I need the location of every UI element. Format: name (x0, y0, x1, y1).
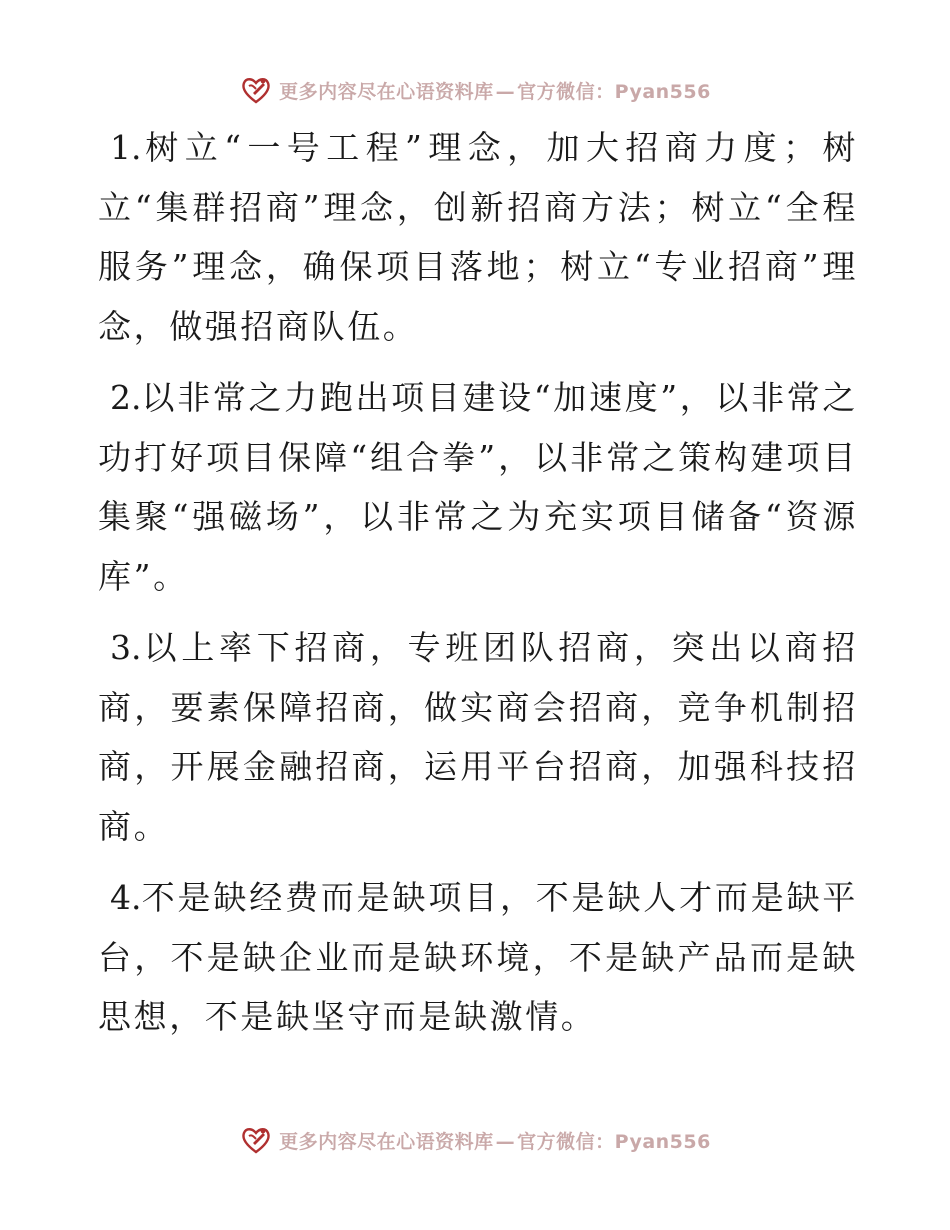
paragraph-1 (98, 118, 858, 356)
footer-banner-content (239, 1123, 711, 1157)
paragraph-number: 3. (110, 628, 142, 667)
paragraph-text: 以非常之力跑出项目建设“加速度”，以非常之功打好项目保障“组合拳”，以非常之策构建项目集聚“强磁场”，以非常之为充实项目储备“资源库”。 (98, 378, 858, 596)
footer-banner (0, 1120, 950, 1160)
banner-dash: — (495, 1130, 516, 1153)
heart-logo-icon (239, 1123, 273, 1157)
banner-wechat-id: Pyan556 (614, 80, 711, 103)
paragraph-2 (98, 368, 858, 606)
paragraph-4 (98, 868, 858, 1047)
footer-banner-text (279, 1127, 711, 1154)
banner-title: 更多内容尽在心语资料库 (279, 80, 494, 103)
banner-dash: — (495, 80, 516, 103)
document-body (98, 118, 858, 1059)
header-banner (0, 70, 950, 110)
paragraph-text: 不是缺经费而是缺项目，不是缺人才而是缺平台，不是缺企业而是缺环境，不是缺产品而是缺思想，不是缺坚守而是缺激情。 (98, 878, 858, 1036)
paragraph-number: 2. (110, 378, 142, 417)
header-banner-text (279, 77, 711, 104)
banner-title: 更多内容尽在心语资料库 (279, 1130, 494, 1153)
paragraph-text: 树立“一号工程”理念，加大招商力度；树立“集群招商”理念，创新招商方法；树立“全程服务”理念，确保项目落地；树立“专业招商”理念，做强招商队伍。 (98, 128, 858, 346)
heart-logo-icon (239, 73, 273, 107)
paragraph-text: 以上率下招商，专班团队招商，突出以商招商，要素保障招商，做实商会招商，竞争机制招商，开展金融招商，运用平台招商，加强科技招商。 (98, 628, 858, 846)
header-banner-content (239, 73, 711, 107)
paragraph-number: 4. (110, 878, 142, 917)
paragraph-number: 1. (110, 128, 142, 167)
banner-wechat-label: 官方微信： (517, 80, 615, 103)
banner-wechat-label: 官方微信： (517, 1130, 615, 1153)
banner-wechat-id: Pyan556 (614, 1130, 711, 1153)
paragraph-3 (98, 618, 858, 856)
